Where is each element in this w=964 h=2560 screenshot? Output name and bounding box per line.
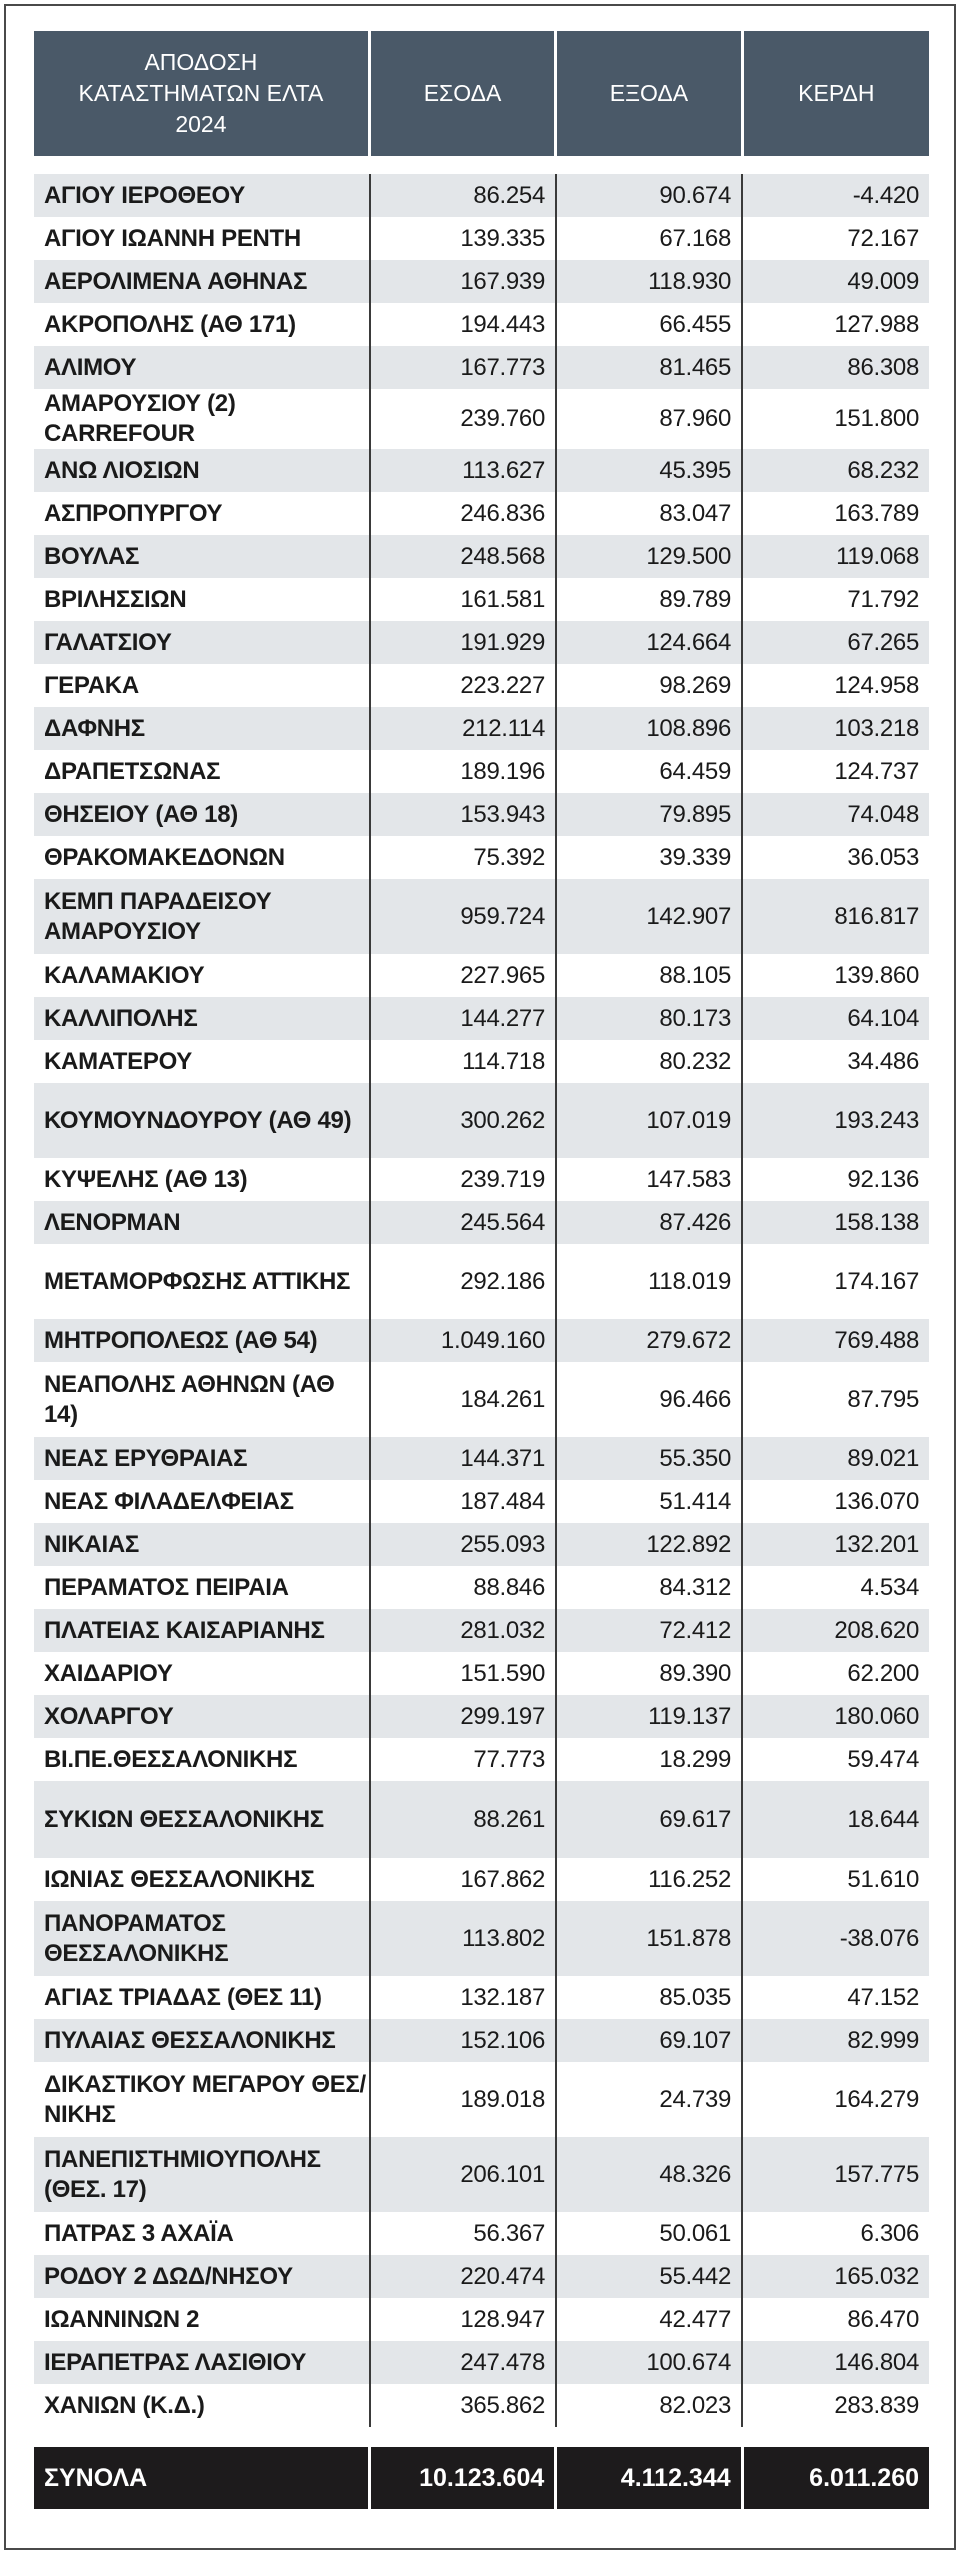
store-name: ΠΛΑΤΕΙΑΣ ΚΑΙΣΑΡΙΑΝΗΣ	[44, 1616, 325, 1644]
profit-cell: 103.218	[741, 707, 929, 750]
store-name: ΔΑΦΝΗΣ	[44, 714, 145, 742]
expenses-cell: 39.339	[555, 836, 741, 879]
table-row	[34, 621, 929, 664]
store-name: ΚΑΜΑΤΕΡΟΥ	[44, 1047, 192, 1075]
table-row	[34, 1781, 929, 1858]
profit-cell: 769.488	[741, 1319, 929, 1362]
profit-cell: 151.800	[741, 389, 929, 449]
expenses-cell: 118.019	[555, 1244, 741, 1319]
income-cell: 248.568	[369, 535, 555, 578]
elta-stores-table	[34, 31, 929, 2509]
store-name: ΑΓΙΑΣ ΤΡΙΑΔΑΣ (ΘΕΣ 11)	[44, 1983, 322, 2011]
table-row	[34, 1652, 929, 1695]
income-cell: 128.947	[369, 2298, 555, 2341]
expenses-cell: 80.232	[555, 1040, 741, 1083]
income-cell: 56.367	[369, 2212, 555, 2255]
profit-cell: 71.792	[741, 578, 929, 621]
income-cell: 281.032	[369, 1609, 555, 1652]
store-name: ΚΑΛΑΜΑΚΙΟΥ	[44, 961, 205, 989]
profit-cell: 64.104	[741, 997, 929, 1040]
expenses-cell: 81.465	[555, 346, 741, 389]
income-cell: 194.443	[369, 303, 555, 346]
table-row	[34, 707, 929, 750]
table-row	[34, 750, 929, 793]
expenses-cell: 80.173	[555, 997, 741, 1040]
table-row	[34, 1858, 929, 1901]
expenses-cell: 82.023	[555, 2384, 741, 2427]
income-cell: 206.101	[369, 2137, 555, 2212]
profit-cell: 72.167	[741, 217, 929, 260]
expenses-cell: 118.930	[555, 260, 741, 303]
income-cell: 300.262	[369, 1083, 555, 1158]
store-name: ΜΗΤΡΟΠΟΛΕΩΣ (ΑΘ 54)	[44, 1326, 318, 1354]
table-row	[34, 1609, 929, 1652]
profit-cell: 164.279	[741, 2062, 929, 2137]
profit-cell: 18.644	[741, 1781, 929, 1858]
income-cell: 144.371	[369, 1437, 555, 1480]
expenses-cell: 122.892	[555, 1523, 741, 1566]
income-cell: 153.943	[369, 793, 555, 836]
income-cell: 299.197	[369, 1695, 555, 1738]
header-profit: ΚΕΡΔΗ	[744, 31, 929, 156]
store-name: ΜΕΤΑΜΟΡΦΩΣΗΣ ΑΤΤΙΚΗΣ	[44, 1267, 351, 1295]
profit-cell: 127.988	[741, 303, 929, 346]
store-name: ΙΕΡΑΠΕΤΡΑΣ ΛΑΣΙΘΙΟΥ	[44, 2348, 307, 2376]
store-name: ΣΥΚΙΩΝ ΘΕΣΣΑΛΟΝΙΚΗΣ	[44, 1805, 324, 1833]
expenses-cell: 279.672	[555, 1319, 741, 1362]
expenses-cell: 67.168	[555, 217, 741, 260]
table-body	[34, 174, 929, 2427]
table-row	[34, 217, 929, 260]
table-row	[34, 260, 929, 303]
profit-cell: 124.958	[741, 664, 929, 707]
table-row	[34, 1362, 929, 1437]
profit-cell: 82.999	[741, 2019, 929, 2062]
profit-cell: 119.068	[741, 535, 929, 578]
table-row	[34, 2255, 929, 2298]
store-name: ΑΜΑΡΟΥΣΙΟΥ (2) CARREFOUR	[44, 390, 236, 447]
table-row	[34, 2019, 929, 2062]
profit-cell: 132.201	[741, 1523, 929, 1566]
income-cell: 144.277	[369, 997, 555, 1040]
profit-cell: 174.167	[741, 1244, 929, 1319]
table-row	[34, 346, 929, 389]
income-cell: 139.335	[369, 217, 555, 260]
table-row	[34, 2384, 929, 2427]
store-name: ΚΑΛΛΙΠΟΛΗΣ	[44, 1004, 198, 1032]
profit-cell: 59.474	[741, 1738, 929, 1781]
header-title-line2: ΚΑΤΑΣΤΗΜΑΤΩΝ ΕΛΤΑ	[78, 80, 324, 106]
expenses-cell: 48.326	[555, 2137, 741, 2212]
table-row	[34, 1523, 929, 1566]
table-row	[34, 2341, 929, 2384]
table-row	[34, 1083, 929, 1158]
income-cell: 88.846	[369, 1566, 555, 1609]
store-name: ΑΓΙΟΥ ΙΕΡΟΘΕΟΥ	[44, 181, 245, 209]
profit-cell: 4.534	[741, 1566, 929, 1609]
store-name: ΑΝΩ ΛΙΟΣΙΩΝ	[44, 456, 200, 484]
profit-cell: 87.795	[741, 1362, 929, 1437]
header-expenses: ΕΞΟΔΑ	[557, 31, 740, 156]
expenses-cell: 55.442	[555, 2255, 741, 2298]
profit-cell: 67.265	[741, 621, 929, 664]
store-name: ΚΟΥΜΟΥΝΔΟΥΡΟΥ (ΑΘ 49)	[44, 1106, 352, 1134]
table-row	[34, 1976, 929, 2019]
income-cell: 86.254	[369, 174, 555, 217]
profit-cell: 36.053	[741, 836, 929, 879]
income-cell: 1.049.160	[369, 1319, 555, 1362]
profit-cell: 158.138	[741, 1201, 929, 1244]
profit-cell: 86.308	[741, 346, 929, 389]
store-name: ΝΕΑΣ ΦΙΛΑΔΕΛΦΕΙΑΣ	[44, 1487, 294, 1515]
totals-row	[34, 2447, 929, 2509]
table-row	[34, 997, 929, 1040]
store-name: ΒΙ.ΠΕ.ΘΕΣΣΑΛΟΝΙΚΗΣ	[44, 1745, 298, 1773]
table-row	[34, 1158, 929, 1201]
income-cell: 189.196	[369, 750, 555, 793]
expenses-cell: 88.105	[555, 954, 741, 997]
profit-cell: 193.243	[741, 1083, 929, 1158]
income-cell: 152.106	[369, 2019, 555, 2062]
table-row	[34, 174, 929, 217]
expenses-cell: 51.414	[555, 1480, 741, 1523]
profit-cell: 157.775	[741, 2137, 929, 2212]
table-row	[34, 1319, 929, 1362]
expenses-cell: 89.789	[555, 578, 741, 621]
profit-cell: 74.048	[741, 793, 929, 836]
profit-cell: 124.737	[741, 750, 929, 793]
income-cell: 227.965	[369, 954, 555, 997]
store-name: ΠΑΝΕΠΙΣΤΗΜΙΟΥΠΟΛΗΣ (ΘΕΣ. 17)	[44, 2145, 321, 2203]
income-cell: 187.484	[369, 1480, 555, 1523]
header-title	[34, 31, 368, 156]
expenses-cell: 129.500	[555, 535, 741, 578]
income-cell: 959.724	[369, 879, 555, 954]
expenses-cell: 147.583	[555, 1158, 741, 1201]
expenses-cell: 50.061	[555, 2212, 741, 2255]
expenses-cell: 107.019	[555, 1083, 741, 1158]
income-cell: 77.773	[369, 1738, 555, 1781]
profit-cell: 6.306	[741, 2212, 929, 2255]
store-name: ΠΑΤΡΑΣ 3 ΑΧΑΪΑ	[44, 2219, 234, 2247]
income-cell: 75.392	[369, 836, 555, 879]
store-name: ΑΛΙΜΟΥ	[44, 353, 137, 381]
totals-expenses: 4.112.344	[557, 2447, 740, 2509]
store-name: ΠΑΝΟΡΑΜΑΤΟΣ ΘΕΣΣΑΛΟΝΙΚΗΣ	[44, 1909, 229, 1967]
profit-cell: 816.817	[741, 879, 929, 954]
expenses-cell: 24.739	[555, 2062, 741, 2137]
table-row	[34, 954, 929, 997]
profit-cell: 49.009	[741, 260, 929, 303]
table-row	[34, 2062, 929, 2137]
income-cell: 114.718	[369, 1040, 555, 1083]
income-cell: 223.227	[369, 664, 555, 707]
store-name: ΓΑΛΑΤΣΙΟΥ	[44, 628, 172, 656]
income-cell: 113.627	[369, 449, 555, 492]
header-title-line3: 2024	[175, 111, 227, 137]
income-cell: 167.773	[369, 346, 555, 389]
store-name: ΠΕΡΑΜΑΤΟΣ ΠΕΙΡΑΙΑ	[44, 1573, 289, 1601]
expenses-cell: 69.617	[555, 1781, 741, 1858]
expenses-cell: 116.252	[555, 1858, 741, 1901]
income-cell: 220.474	[369, 2255, 555, 2298]
table-row	[34, 389, 929, 449]
profit-cell: 146.804	[741, 2341, 929, 2384]
profit-cell: 283.839	[741, 2384, 929, 2427]
table-row	[34, 836, 929, 879]
expenses-cell: 108.896	[555, 707, 741, 750]
table-row	[34, 664, 929, 707]
table-row	[34, 1566, 929, 1609]
expenses-cell: 64.459	[555, 750, 741, 793]
income-cell: 191.929	[369, 621, 555, 664]
income-cell: 151.590	[369, 1652, 555, 1695]
totals-income: 10.123.604	[371, 2447, 554, 2509]
store-name: ΝΕΑΣ ΕΡΥΘΡΑΙΑΣ	[44, 1444, 248, 1472]
store-name: ΛΕΝΟΡΜΑΝ	[44, 1208, 181, 1236]
profit-cell: 62.200	[741, 1652, 929, 1695]
income-cell: 113.802	[369, 1901, 555, 1976]
table-row	[34, 1437, 929, 1480]
profit-cell: 34.486	[741, 1040, 929, 1083]
expenses-cell: 119.137	[555, 1695, 741, 1738]
store-name: ΚΥΨΕΛΗΣ (ΑΘ 13)	[44, 1165, 248, 1193]
income-cell: 255.093	[369, 1523, 555, 1566]
table-row	[34, 2298, 929, 2341]
expenses-cell: 87.960	[555, 389, 741, 449]
expenses-cell: 90.674	[555, 174, 741, 217]
table-row	[34, 303, 929, 346]
profit-cell: 51.610	[741, 1858, 929, 1901]
table-row	[34, 492, 929, 535]
store-name: ΑΣΠΡΟΠΥΡΓΟΥ	[44, 499, 223, 527]
income-cell: 167.862	[369, 1858, 555, 1901]
store-name: ΝΙΚΑΙΑΣ	[44, 1530, 139, 1558]
income-cell: 239.719	[369, 1158, 555, 1201]
store-name: ΒΟΥΛΑΣ	[44, 542, 140, 570]
profit-cell: 136.070	[741, 1480, 929, 1523]
expenses-cell: 142.907	[555, 879, 741, 954]
expenses-cell: 45.395	[555, 449, 741, 492]
table-row	[34, 1695, 929, 1738]
expenses-cell: 83.047	[555, 492, 741, 535]
table-row	[34, 578, 929, 621]
store-name: ΔΡΑΠΕΤΣΩΝΑΣ	[44, 757, 221, 785]
totals-label: ΣΥΝΟΛΑ	[34, 2447, 368, 2509]
table-row	[34, 793, 929, 836]
profit-cell: 47.152	[741, 1976, 929, 2019]
store-name: ΓΕΡΑΚΑ	[44, 671, 139, 699]
income-cell: 247.478	[369, 2341, 555, 2384]
table-row	[34, 879, 929, 954]
profit-cell: 163.789	[741, 492, 929, 535]
store-name: ΘΗΣΕΙΟΥ (ΑΘ 18)	[44, 800, 238, 828]
profit-cell: -4.420	[741, 174, 929, 217]
profit-cell: 68.232	[741, 449, 929, 492]
expenses-cell: 151.878	[555, 1901, 741, 1976]
table-row	[34, 1901, 929, 1976]
store-name: ΒΡΙΛΗΣΣΙΩΝ	[44, 585, 187, 613]
totals-profit: 6.011.260	[744, 2447, 929, 2509]
store-name: ΠΥΛΑΙΑΣ ΘΕΣΣΑΛΟΝΙΚΗΣ	[44, 2026, 336, 2054]
store-name: ΑΚΡΟΠΟΛΗΣ (ΑΘ 171)	[44, 310, 296, 338]
expenses-cell: 55.350	[555, 1437, 741, 1480]
expenses-cell: 72.412	[555, 1609, 741, 1652]
store-name: ΙΩΝΙΑΣ ΘΕΣΣΑΛΟΝΙΚΗΣ	[44, 1865, 315, 1893]
table-row	[34, 1201, 929, 1244]
expenses-cell: 18.299	[555, 1738, 741, 1781]
profit-cell: 86.470	[741, 2298, 929, 2341]
header-title-line1: ΑΠΟΔΟΣΗ	[144, 49, 258, 75]
header-income: ΕΣΟΔΑ	[371, 31, 554, 156]
table-row	[34, 1738, 929, 1781]
profit-cell: 208.620	[741, 1609, 929, 1652]
store-name: ΚΕΜΠ ΠΑΡΑΔΕΙΣΟΥ ΑΜΑΡΟΥΣΙΟΥ	[44, 887, 272, 945]
profit-cell: 139.860	[741, 954, 929, 997]
store-name: ΧΑΝΙΩΝ (Κ.Δ.)	[44, 2391, 205, 2419]
income-cell: 245.564	[369, 1201, 555, 1244]
income-cell: 246.836	[369, 492, 555, 535]
table-row	[34, 1040, 929, 1083]
expenses-cell: 85.035	[555, 1976, 741, 2019]
income-cell: 167.939	[369, 260, 555, 303]
expenses-cell: 89.390	[555, 1652, 741, 1695]
profit-cell: 180.060	[741, 1695, 929, 1738]
expenses-cell: 84.312	[555, 1566, 741, 1609]
expenses-cell: 69.107	[555, 2019, 741, 2062]
income-cell: 189.018	[369, 2062, 555, 2137]
store-name: ΝΕΑΠΟΛΗΣ ΑΘΗΝΩΝ (ΑΘ 14)	[44, 1370, 335, 1428]
expenses-cell: 87.426	[555, 1201, 741, 1244]
table-row	[34, 2137, 929, 2212]
store-name: ΑΓΙΟΥ ΙΩΑΝΝΗ ΡΕΝΤΗ	[44, 224, 301, 252]
expenses-cell: 66.455	[555, 303, 741, 346]
income-cell: 292.186	[369, 1244, 555, 1319]
store-name: ΡΟΔΟΥ 2 ΔΩΔ/ΝΗΣΟΥ	[44, 2262, 293, 2290]
income-cell: 184.261	[369, 1362, 555, 1437]
profit-cell: 89.021	[741, 1437, 929, 1480]
table-row	[34, 449, 929, 492]
income-cell: 88.261	[369, 1781, 555, 1858]
table-row	[34, 1244, 929, 1319]
profit-cell: 165.032	[741, 2255, 929, 2298]
store-name: ΘΡΑΚΟΜΑΚΕΔΟΝΩΝ	[44, 843, 285, 871]
store-name: ΑΕΡΟΛΙΜΕΝΑ ΑΘΗΝΑΣ	[44, 267, 308, 295]
table-row	[34, 1480, 929, 1523]
expenses-cell: 98.269	[555, 664, 741, 707]
profit-cell: 92.136	[741, 1158, 929, 1201]
profit-cell: -38.076	[741, 1901, 929, 1976]
income-cell: 239.760	[369, 389, 555, 449]
expenses-cell: 124.664	[555, 621, 741, 664]
table-row	[34, 2212, 929, 2255]
expenses-cell: 100.674	[555, 2341, 741, 2384]
income-cell: 161.581	[369, 578, 555, 621]
expenses-cell: 96.466	[555, 1362, 741, 1437]
income-cell: 365.862	[369, 2384, 555, 2427]
store-name: ΔΙΚΑΣΤΙΚΟΥ ΜΕΓΑΡΟΥ ΘΕΣ/ΝΙΚΗΣ	[44, 2070, 366, 2128]
table-header	[34, 31, 929, 156]
table-row	[34, 535, 929, 578]
expenses-cell: 42.477	[555, 2298, 741, 2341]
income-cell: 212.114	[369, 707, 555, 750]
income-cell: 132.187	[369, 1976, 555, 2019]
store-name: ΧΑΙΔΑΡΙΟΥ	[44, 1659, 173, 1687]
store-name: ΙΩΑΝΝΙΝΩΝ 2	[44, 2305, 200, 2333]
expenses-cell: 79.895	[555, 793, 741, 836]
store-name: ΧΟΛΑΡΓΟΥ	[44, 1702, 174, 1730]
